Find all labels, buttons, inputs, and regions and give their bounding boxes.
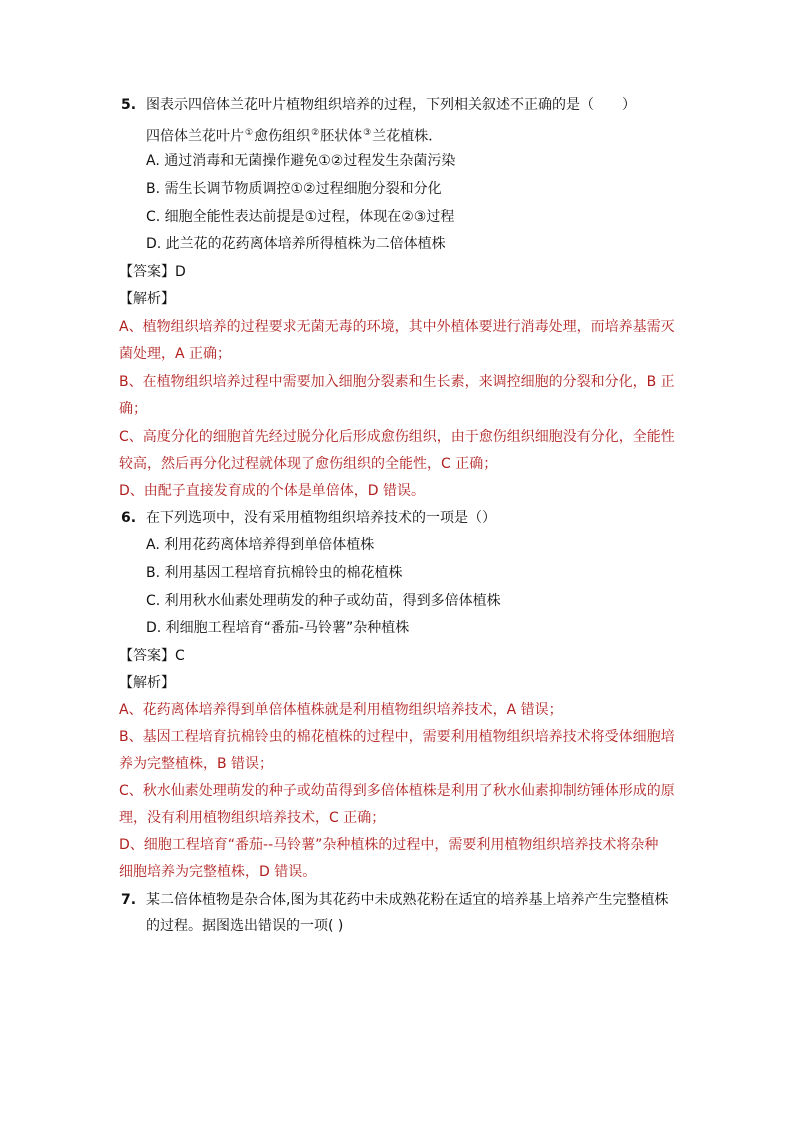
q5-number: 5.: [121, 97, 137, 113]
q6-analysis-line: D、细胞工程培育“番茄--马铃薯”杂种植株的过程中，需要利用植物组织培养技术将杂种: [119, 837, 659, 853]
q5-analysis-label: 【解析】: [119, 291, 175, 307]
q5-process-arrow-3: ③: [363, 128, 372, 138]
q5-option-c: C. 细胞全能性表达前提是①过程，体现在②③过程: [146, 209, 455, 225]
q6-number: 6.: [121, 510, 137, 526]
q5-analysis-line: 较高，然后再分化过程就体现了愈伤组织的全能性，C 正确；: [119, 456, 498, 472]
q6-option-b: B. 利用基因工程培育抗棉铃虫的棉花植株: [146, 565, 403, 581]
q5-stem: 图表示四倍体兰花叶片植物组织培养的过程，下列相关叙述不正确的是（ ）: [146, 97, 636, 113]
q7-stem-line: 某二倍体植物是杂合体,图为其花药中未成熟花粉在适宜的培养基上培养产生完整植株: [146, 892, 669, 908]
q5-analysis-line: D、由配子直接发育成的个体是单倍体，D 错误。: [119, 483, 426, 499]
q6-option-d: D. 利细胞工程培育“番茄-马铃薯”杂种植株: [146, 620, 410, 636]
q6-analysis-line: 养为完整植株，B 错误；: [119, 756, 274, 772]
q5-process-arrow-1: ①: [245, 128, 254, 138]
q5-answer: 【答案】D: [119, 264, 186, 280]
q5-process-stage-1: 四倍体兰花叶片: [146, 128, 244, 145]
q6-analysis-line: 细胞培养为完整植株，D 错误。: [119, 864, 317, 880]
q6-analysis-label: 【解析】: [119, 675, 175, 691]
q5-analysis-line: 确；: [119, 401, 147, 417]
q5-analysis-line: 菌处理，A 正确；: [119, 346, 232, 362]
q6-option-a: A. 利用花药离体培养得到单倍体植株: [146, 537, 375, 553]
q6-analysis-line: A、花药离体培养得到单倍体植株就是利用植物组织培养技术，A 错误；: [119, 702, 563, 718]
q5-analysis-line: C、高度分化的细胞首先经过脱分化后形成愈伤组织，由于愈伤组织细胞没有分化，全能性: [119, 429, 675, 445]
q7-number: 7.: [121, 892, 137, 908]
q5-option-b: B. 需生长调节物质调控①②过程细胞分裂和分化: [146, 181, 442, 197]
q5-option-d: D. 此兰花的花药离体培养所得植株为二倍体植株: [146, 236, 446, 252]
q5-analysis-line: A、植物组织培养的过程要求无菌无毒的环境，其中外植体要进行消毒处理，而培养基需灭: [119, 319, 675, 335]
q6-option-c: C. 利用秋水仙素处理萌发的种子或幼苗，得到多倍体植株: [146, 593, 501, 609]
q6-analysis-line: B、基因工程培育抗棉铃虫的棉花植株的过程中，需要利用植物组织培养技术将受体细胞培: [119, 729, 675, 745]
q5-process-stage-3: 胚状体: [320, 128, 363, 145]
q5-process-arrow-2: ②: [311, 128, 320, 138]
q5-process: [146, 123, 442, 147]
q5-option-a: A. 通过消毒和无菌操作避免①②过程发生杂菌污染: [146, 153, 456, 169]
q7-stem-line: 的过程。据图选出错误的一项( ): [146, 918, 344, 934]
q5-process-stage-4: 兰花植株．: [372, 128, 443, 145]
q6-analysis-line: 理，没有利用植物组织培养技术，C 正确；: [119, 810, 386, 826]
q6-analysis-line: C、秋水仙素处理萌发的种子或幼苗得到多倍体植株是利用了秋水仙素抑制纺锤体形成的原: [119, 783, 675, 799]
q6-stem: 在下列选项中，没有采用植物组织培养技术的一项是（）: [146, 510, 496, 526]
q6-answer: 【答案】C: [119, 648, 185, 664]
q5-process-stage-2: 愈伤组织: [254, 128, 311, 145]
q5-analysis-line: B、在植物组织培养过程中需要加入细胞分裂素和生长素，来调控细胞的分裂和分化，B 正: [119, 374, 675, 390]
